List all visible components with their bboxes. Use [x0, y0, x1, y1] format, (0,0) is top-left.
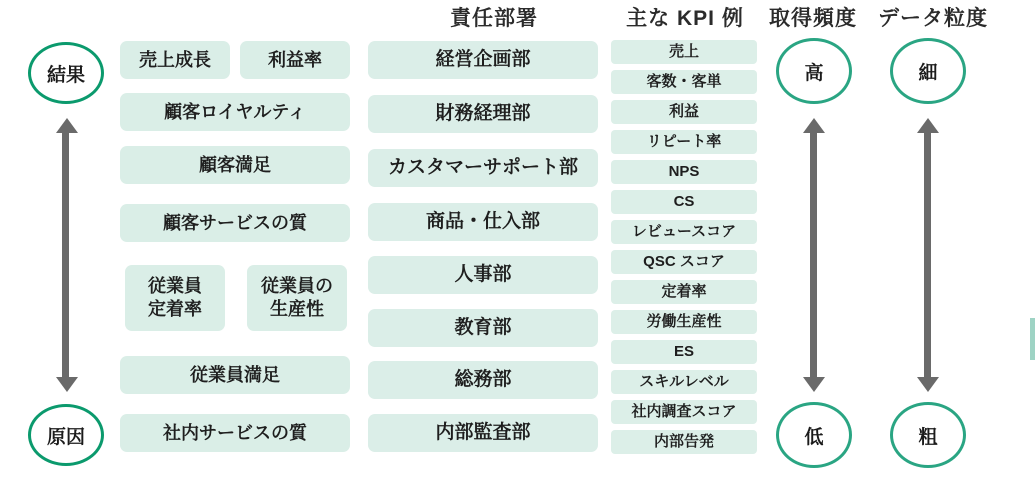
kpi-box: 内部告発	[611, 430, 757, 454]
frequency-arrow-line	[810, 132, 817, 377]
factor-box: 顧客ロイヤルティ	[120, 93, 350, 131]
factor-line: 従業員の	[261, 275, 333, 296]
factor-box: 顧客サービスの質	[120, 204, 350, 242]
department-box: 商品・仕入部	[368, 203, 598, 241]
column-header-departments: 責任部署	[450, 7, 538, 30]
kpi-box: NPS	[611, 160, 757, 184]
edge-accent-bar	[1030, 318, 1035, 360]
kpi-box: QSC スコア	[611, 250, 757, 274]
left-arrow-line	[62, 132, 69, 377]
factor-box	[125, 265, 225, 331]
department-box: 人事部	[368, 256, 598, 294]
department-box: 財務経理部	[368, 95, 598, 133]
kpi-box: 客数・客単	[611, 70, 757, 94]
kpi-box: 定着率	[611, 280, 757, 304]
left-arrow-head-up	[56, 118, 78, 133]
department-box: 総務部	[368, 361, 598, 399]
kpi-box: 利益	[611, 100, 757, 124]
factor-line: 生産性	[270, 299, 324, 319]
kpi-box: CS	[611, 190, 757, 214]
frequency-node-low: 低	[776, 402, 852, 468]
kpi-box: 社内調査スコア	[611, 400, 757, 424]
department-box: 教育部	[368, 309, 598, 347]
granularity-node-coarse: 粗	[890, 402, 966, 468]
kpi-box: 売上	[611, 40, 757, 64]
axis-node-result: 結果	[28, 42, 104, 104]
factor-box: 売上成長	[120, 41, 230, 79]
granularity-arrow-head-down	[917, 377, 939, 392]
factor-box: 従業員満足	[120, 356, 350, 394]
factor-line: 従業員	[148, 275, 202, 296]
granularity-arrow-head-up	[917, 118, 939, 133]
axis-node-cause: 原因	[28, 404, 104, 466]
department-box: カスタマーサポート部	[368, 149, 598, 187]
kpi-box: ES	[611, 340, 757, 364]
factor-box: 顧客満足	[120, 146, 350, 184]
granularity-node-fine: 細	[890, 38, 966, 104]
left-arrow-head-down	[56, 377, 78, 392]
kpi-box: レビュースコア	[611, 220, 757, 244]
factor-box: 社内サービスの質	[120, 414, 350, 452]
department-box: 内部監査部	[368, 414, 598, 452]
column-header-kpis: 主な KPI 例	[626, 7, 744, 30]
department-box: 経営企画部	[368, 41, 598, 79]
kpi-box: 労働生産性	[611, 310, 757, 334]
frequency-arrow-head-down	[803, 377, 825, 392]
kpi-box: スキルレベル	[611, 370, 757, 394]
factor-box	[247, 265, 347, 331]
factor-box: 利益率	[240, 41, 350, 79]
factor-line: 定着率	[148, 299, 202, 319]
kpi-box: リピート率	[611, 130, 757, 154]
column-header-frequency: 取得頻度	[769, 7, 857, 30]
column-header-granularity: データ粒度	[878, 7, 988, 30]
frequency-node-high: 高	[776, 38, 852, 104]
granularity-arrow-line	[924, 132, 931, 377]
frequency-arrow-head-up	[803, 118, 825, 133]
